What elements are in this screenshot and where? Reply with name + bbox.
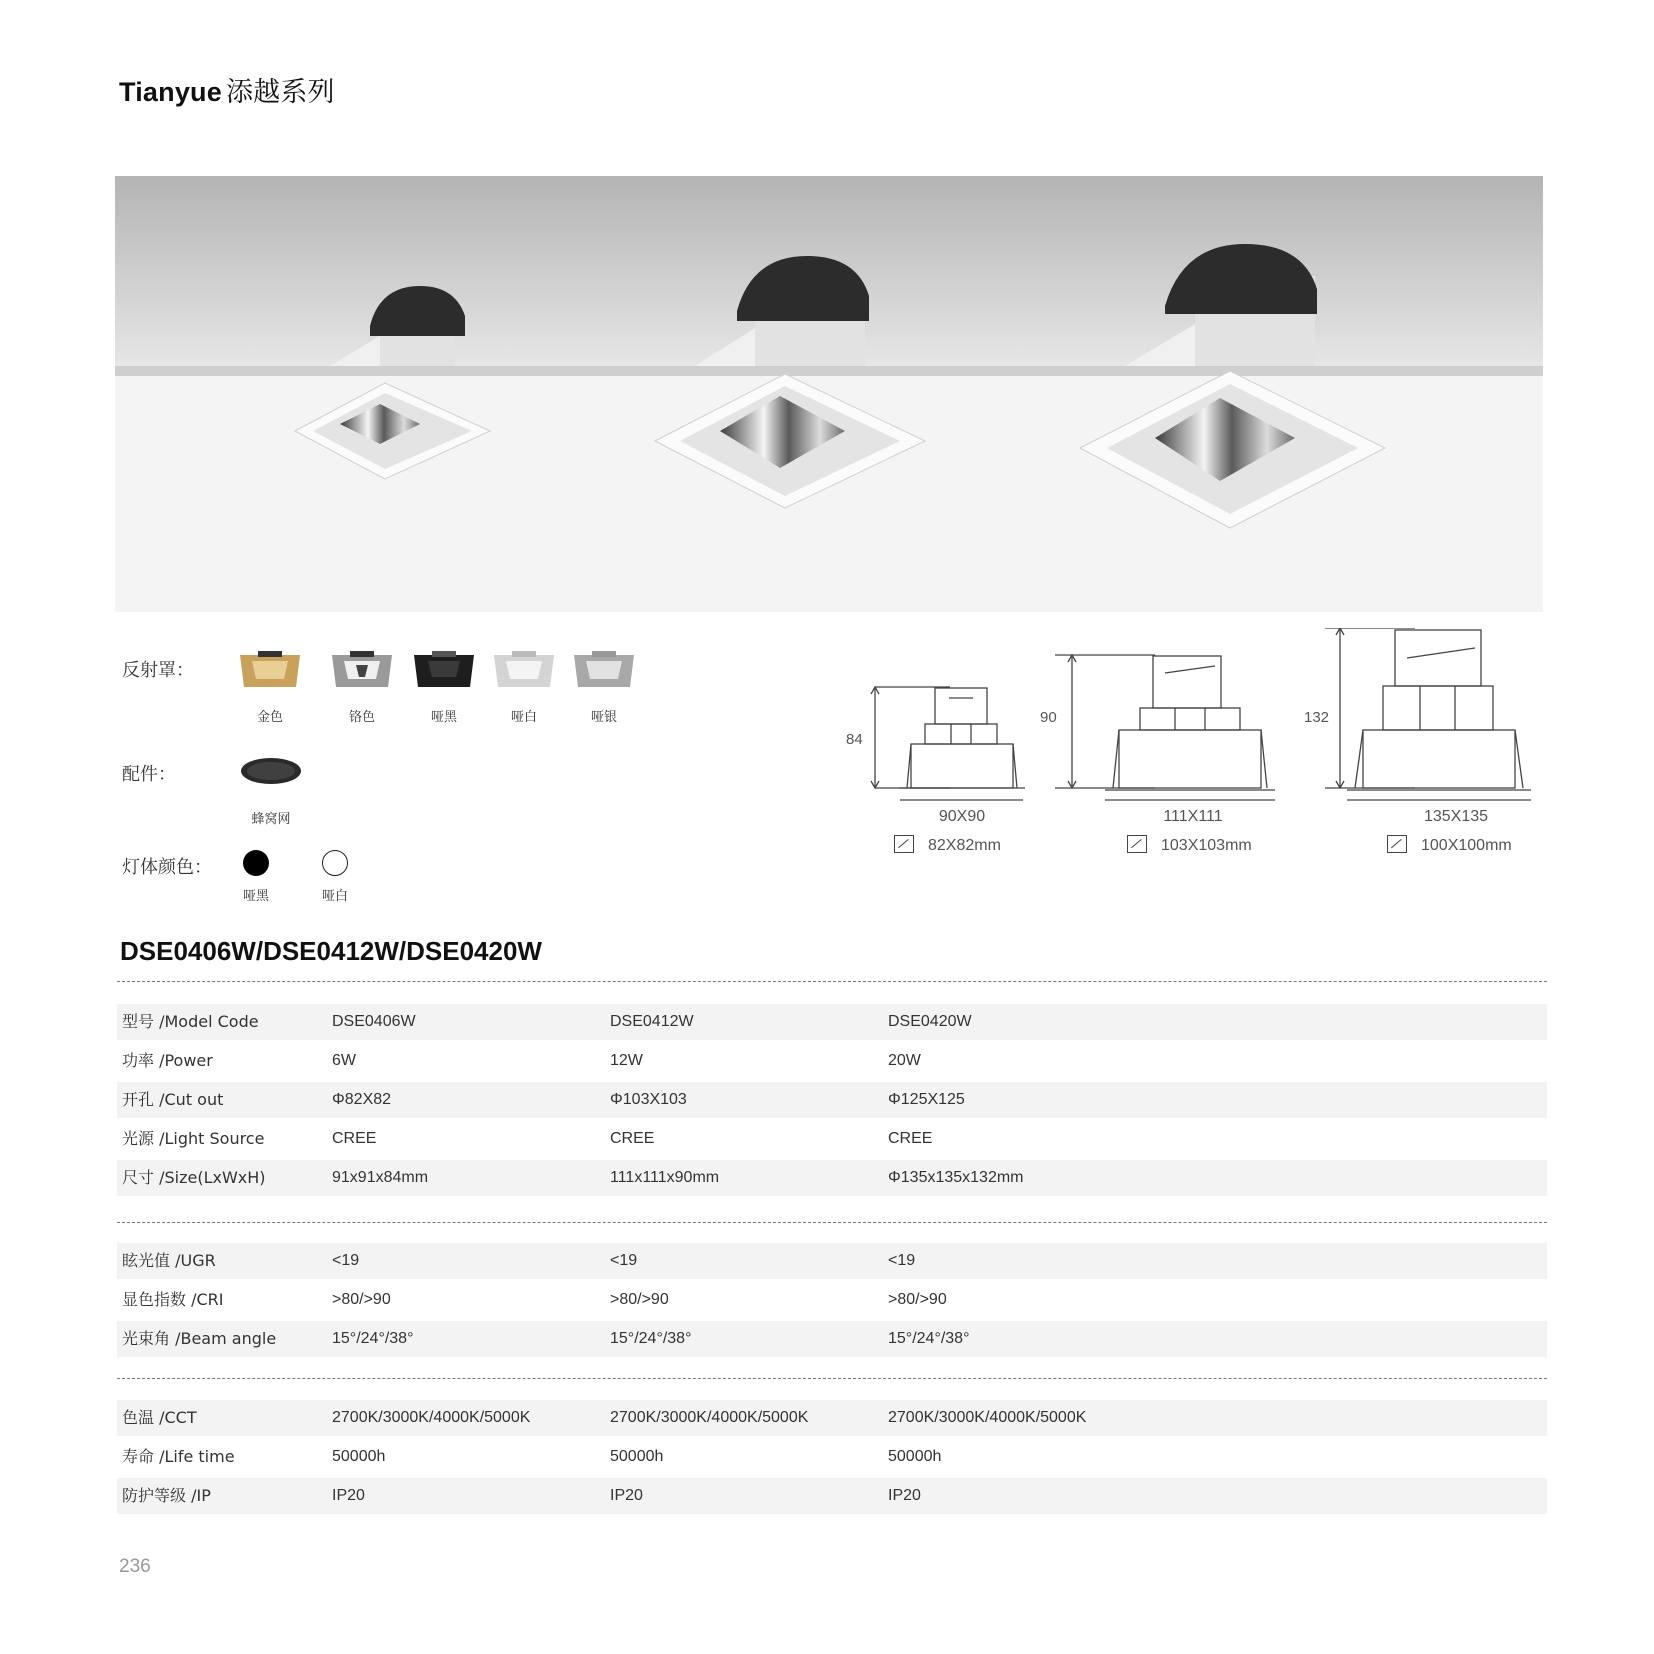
reflector-label: 反射罩： xyxy=(122,660,194,681)
body-color-label: 灯体颜色： xyxy=(122,857,212,878)
reflector-chrome-caption: 铬色 xyxy=(348,710,375,725)
body-color-black-dot xyxy=(243,850,269,876)
spec-row-life-time: 寿命 /Life time 50000h 50000h 50000h xyxy=(122,1447,942,1466)
body-color-black-caption: 哑黑 xyxy=(242,889,269,904)
reflector-matte-black-swatch xyxy=(414,651,474,691)
page-number: 236 xyxy=(119,1556,151,1577)
reflector-gold-caption: 金色 xyxy=(256,710,283,725)
hero-product-image xyxy=(115,176,1543,612)
body-color-white-caption: 哑白 xyxy=(321,889,348,904)
honeycomb-mesh-swatch xyxy=(240,756,302,786)
spec-row-cri: 显色指数 /CRI >80/>90 >80/>90 >80/>90 xyxy=(122,1290,947,1309)
dimension-height-small: 84 xyxy=(846,731,863,748)
reflector-matte-black-caption: 哑黑 xyxy=(430,710,457,725)
reflector-matte-white-swatch xyxy=(494,651,554,691)
dimension-drawings xyxy=(855,628,1555,813)
spec-row-size: 尺寸 /Size(LxWxH) 91x91x84mm 111x111x90mm Φ135x135x132mm xyxy=(117,1160,1547,1196)
reflector-matte-silver-swatch xyxy=(574,651,634,691)
spec-row-power: 功率 /Power 6W 12W 20W xyxy=(122,1051,921,1070)
spec-row-ugr: 眩光值 /UGR <19 <19 <19 xyxy=(117,1243,1547,1279)
page-title xyxy=(119,70,335,109)
dimension-height-medium: 90 xyxy=(1040,709,1057,726)
dimension-height-large: 132 xyxy=(1304,709,1330,726)
spec-row-model-code: 型号 /Model Code DSE0406W DSE0412W DSE0420W xyxy=(117,1004,1547,1040)
spec-row-ip: 防护等级 /IP IP20 IP20 IP20 xyxy=(117,1478,1547,1514)
spec-row-beam-angle: 光束角 /Beam angle 15°/24°/38° 15°/24°/38° 15°/24°/38° xyxy=(117,1321,1547,1357)
dimension-size-large: 135X135 xyxy=(1423,808,1489,825)
spec-row-cct: 色温 /CCT 2700K/3000K/4000K/5000K 2700K/3000K/4000K/5000K 2700K/3000K/4000K/5000K xyxy=(117,1400,1547,1436)
reflector-gold-swatch xyxy=(240,651,300,691)
reflector-matte-white-caption: 哑白 xyxy=(510,710,537,725)
cutout-small: 82X82mm xyxy=(894,835,1001,855)
reflector-chrome-swatch xyxy=(332,651,392,691)
cutout-icon xyxy=(894,835,914,853)
section-divider xyxy=(117,1222,1547,1223)
cutout-icon xyxy=(1387,835,1407,853)
honeycomb-mesh-caption: 蜂窝网 xyxy=(251,812,291,827)
model-heading: DSE0406W/DSE0412W/DSE0420W xyxy=(120,936,542,966)
cutout-icon xyxy=(1127,835,1147,853)
section-divider xyxy=(117,1378,1547,1379)
dimension-size-medium: 111X111 xyxy=(1163,808,1223,825)
cutout-medium: 103X103mm xyxy=(1127,835,1252,855)
spec-row-cut-out: 开孔 /Cut out Φ82X82 Φ103X103 Φ125X125 xyxy=(117,1082,1547,1118)
spec-row-light-source: 光源 /Light Source CREE CREE CREE xyxy=(122,1129,933,1148)
accessory-label: 配件： xyxy=(122,764,176,785)
body-color-white-dot xyxy=(322,850,348,876)
section-divider xyxy=(117,981,1547,982)
reflector-matte-silver-caption: 哑银 xyxy=(590,710,617,725)
cutout-large: 100X100mm xyxy=(1387,835,1512,855)
brand-name: Tianyue xyxy=(119,77,222,107)
series-name: 添越系列 xyxy=(225,77,335,108)
dimension-size-small: 90X90 xyxy=(938,808,986,825)
